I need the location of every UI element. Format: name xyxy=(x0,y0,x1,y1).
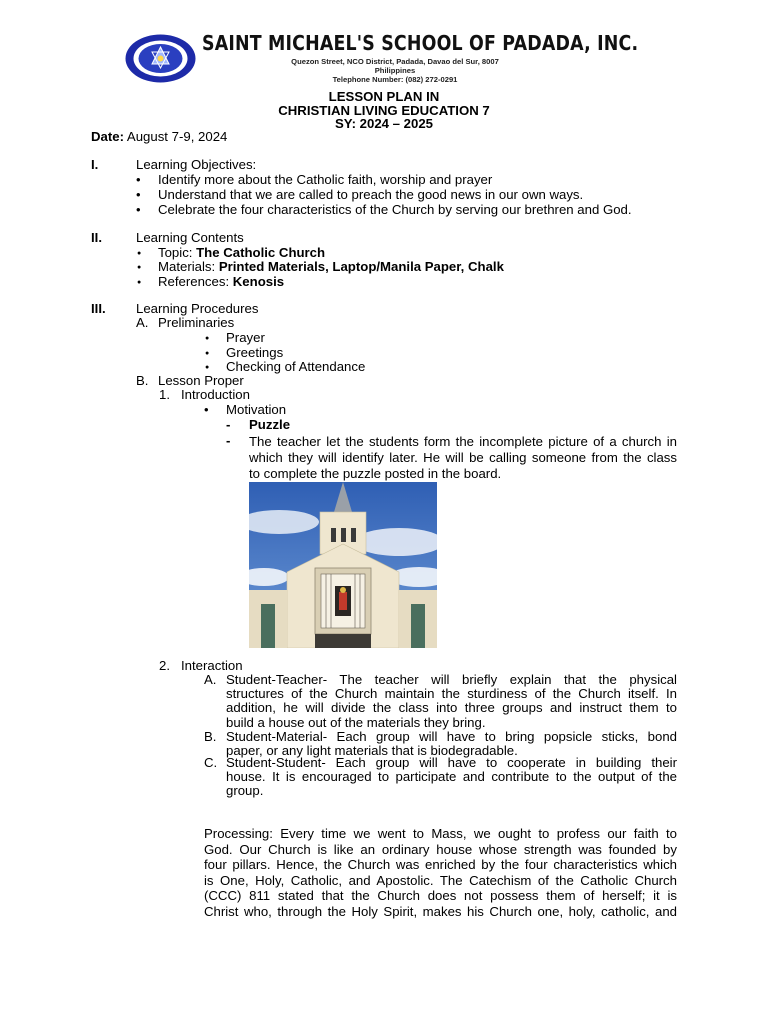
dash-marker: - xyxy=(226,417,231,432)
paragraph-line: is One, Holy, Catholic, and Apostolic. The Catechism of the Catholic Church xyxy=(204,872,677,888)
content-item-materials xyxy=(158,260,504,275)
processing-paragraph xyxy=(204,826,677,920)
lesson-proper-marker: B. xyxy=(136,373,149,388)
content-label: References: xyxy=(158,274,233,289)
interaction-b-marker: B. xyxy=(204,729,217,744)
date-label: Date: xyxy=(91,129,124,144)
content-value: Printed Materials, Laptop/Manila Paper, Chalk xyxy=(218,259,504,274)
section-2-numeral: II. xyxy=(91,230,102,245)
puzzle-description xyxy=(249,434,677,482)
paragraph-line: (CCC) 811 stated that the Church does not possess them of herself; it is xyxy=(204,888,677,904)
paragraph-line: Processing: Every time we went to Mass, we ought to profess our faith to xyxy=(204,826,677,841)
preliminaries-label: Preliminaries xyxy=(158,315,235,330)
objective-item: • Identify more about the Catholic faith, worship and prayer xyxy=(158,173,492,188)
paragraph-line: build a house out of the materials they bring. xyxy=(226,714,486,730)
paragraph-line: Christ who, through the Holy Spirit, makes his Church one, holy, catholic, and xyxy=(204,903,677,919)
paragraph-line: structures of the Church maintain the sturdiness of the Church itself. In xyxy=(226,686,677,702)
content-value: Kenosis xyxy=(232,274,285,289)
church-image xyxy=(249,482,437,648)
paragraph-line: group. xyxy=(226,783,264,799)
interaction-a-marker: A. xyxy=(204,672,217,687)
telephone-line: Telephone Number: (082) 272-0291 xyxy=(332,75,458,84)
date-line xyxy=(91,130,227,145)
section-1-heading: Learning Objectives: xyxy=(136,157,257,172)
introduction-marker: 1. xyxy=(159,387,170,402)
paragraph-line: to complete the puzzle posted in the board. xyxy=(249,466,502,481)
preliminary-item: ● Prayer xyxy=(226,331,265,346)
paragraph-line: which they will identify later. He will be calling someone from the class xyxy=(249,450,677,465)
section-3-numeral: III. xyxy=(91,301,106,316)
title-line-1: LESSON PLAN IN xyxy=(328,89,440,104)
puzzle-label: Puzzle xyxy=(249,417,291,432)
paragraph-line: God. Our Church is like an ordinary house whose strength was founded by xyxy=(204,841,677,857)
date-value: August 7-9, 2024 xyxy=(123,129,228,144)
paragraph-line: addition, he will divide the class into three groups and instruct them to xyxy=(226,700,677,716)
title-line-3: SY: 2024 – 2025 xyxy=(334,116,433,132)
paragraph-line: paper, or any light materials that is biodegradable. xyxy=(226,743,518,759)
content-item-references xyxy=(158,275,284,290)
content-label: Materials: xyxy=(158,259,219,274)
dash-marker: - xyxy=(226,433,231,448)
interaction-c-text xyxy=(226,756,677,799)
lesson-plan-title xyxy=(0,90,768,131)
motivation-item: • Motivation xyxy=(226,403,286,418)
interaction-c-marker: C. xyxy=(204,755,218,770)
section-3-heading: Learning Procedures xyxy=(136,301,259,316)
preliminary-item: ● Greetings xyxy=(226,346,283,361)
address-line: Quezon Street, NCO District, Padada, Davao del Sur, 8007 Philippines xyxy=(291,57,499,75)
preliminary-item: ● Checking of Attendance xyxy=(226,360,365,375)
interaction-a-text xyxy=(226,673,677,730)
paragraph-line: four pillars. Hence, the Church was enriched by the four characteristics which xyxy=(204,857,677,873)
objective-item: • Celebrate the four characteristics of the Church by serving our brethren and God. xyxy=(158,203,632,218)
paragraph-line: Student-Material- Each group will have to bring popsicle sticks, bond xyxy=(226,729,677,744)
paragraph-line: house. It is encouraged to participate and contribute to the output of the xyxy=(226,769,677,785)
school-address xyxy=(270,57,520,84)
preliminaries-marker: A. xyxy=(136,315,149,330)
interaction-label: Interaction xyxy=(181,658,243,673)
introduction-label: Introduction xyxy=(181,387,250,402)
interaction-marker: 2. xyxy=(159,658,170,673)
paragraph-line: Student-Student- Each group will have to cooperate in building their xyxy=(226,755,677,770)
content-value: The Catholic Church xyxy=(196,245,326,260)
section-1-numeral: I. xyxy=(91,157,99,172)
school-logo xyxy=(124,33,197,84)
lesson-proper-label: Lesson Proper xyxy=(158,373,244,388)
content-label: Topic: xyxy=(158,245,197,260)
objective-item: • Understand that we are called to preach the good news in our own ways. xyxy=(158,188,583,203)
section-2-heading: Learning Contents xyxy=(136,230,244,245)
school-name: SAINT MICHAEL'S SCHOOL OF PADADA, INC. xyxy=(202,31,639,55)
title-line-2: CHRISTIAN LIVING EDUCATION 7 xyxy=(278,102,490,118)
paragraph-line: Student-Teacher- The teacher will briefly explain that the physical xyxy=(226,672,677,687)
paragraph-line: The teacher let the students form the incomplete picture of a church in xyxy=(249,434,677,449)
